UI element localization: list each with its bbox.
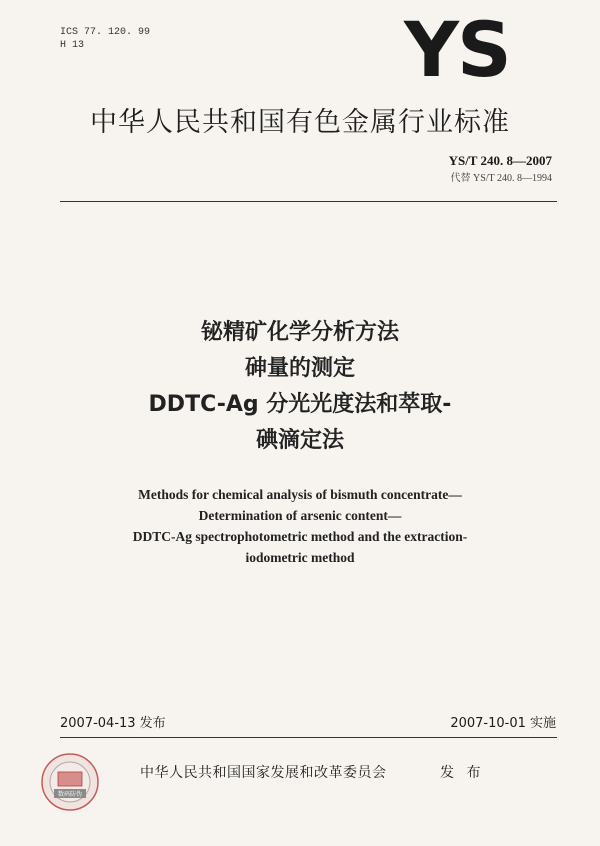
publish-label: 发 布: [440, 765, 485, 781]
english-title-line: Methods for chemical analysis of bismuth concentrate—: [138, 487, 462, 502]
standard-number: YS/T 240. 8—2007: [448, 153, 552, 168]
top-divider: [60, 201, 557, 202]
chinese-title-line: 砷量的测定: [244, 356, 355, 381]
issuing-authority: 中华人民共和国国家发展和改革委员会: [140, 765, 387, 781]
chinese-title-line: 碘滴定法: [255, 428, 344, 453]
english-title-line: DDTC-Ag spectrophotometric method and the extraction-: [132, 529, 468, 544]
chinese-title: [0, 315, 600, 459]
replaces-standard: 代替 YS/T 240. 8—1994: [450, 173, 552, 184]
english-title-line: Determination of arsenic content—: [198, 508, 402, 523]
english-title: [0, 484, 600, 568]
ics-code: ICS 77. 120. 99: [60, 27, 151, 38]
issue-date: 2007-04-13 发布: [60, 716, 166, 731]
ics-code-block: [60, 26, 150, 52]
bottom-divider: [60, 737, 557, 738]
implementation-date: 2007-10-01 实施: [450, 716, 556, 731]
anti-counterfeit-seal-icon: [40, 752, 100, 812]
ccs-code: H 13: [60, 40, 85, 51]
chinese-title-line: DDTC-Ag 分光光度法和萃取-: [148, 392, 452, 417]
seal-text: 数码防伪: [57, 791, 83, 798]
standard-category-title: 中华人民共和国有色金属行业标准: [90, 107, 510, 138]
standard-number-block: [449, 153, 552, 184]
ys-logo: YS: [404, 5, 510, 94]
english-title-line: iodometric method: [245, 550, 355, 565]
chinese-title-line: 铋精矿化学分析方法: [200, 320, 399, 345]
